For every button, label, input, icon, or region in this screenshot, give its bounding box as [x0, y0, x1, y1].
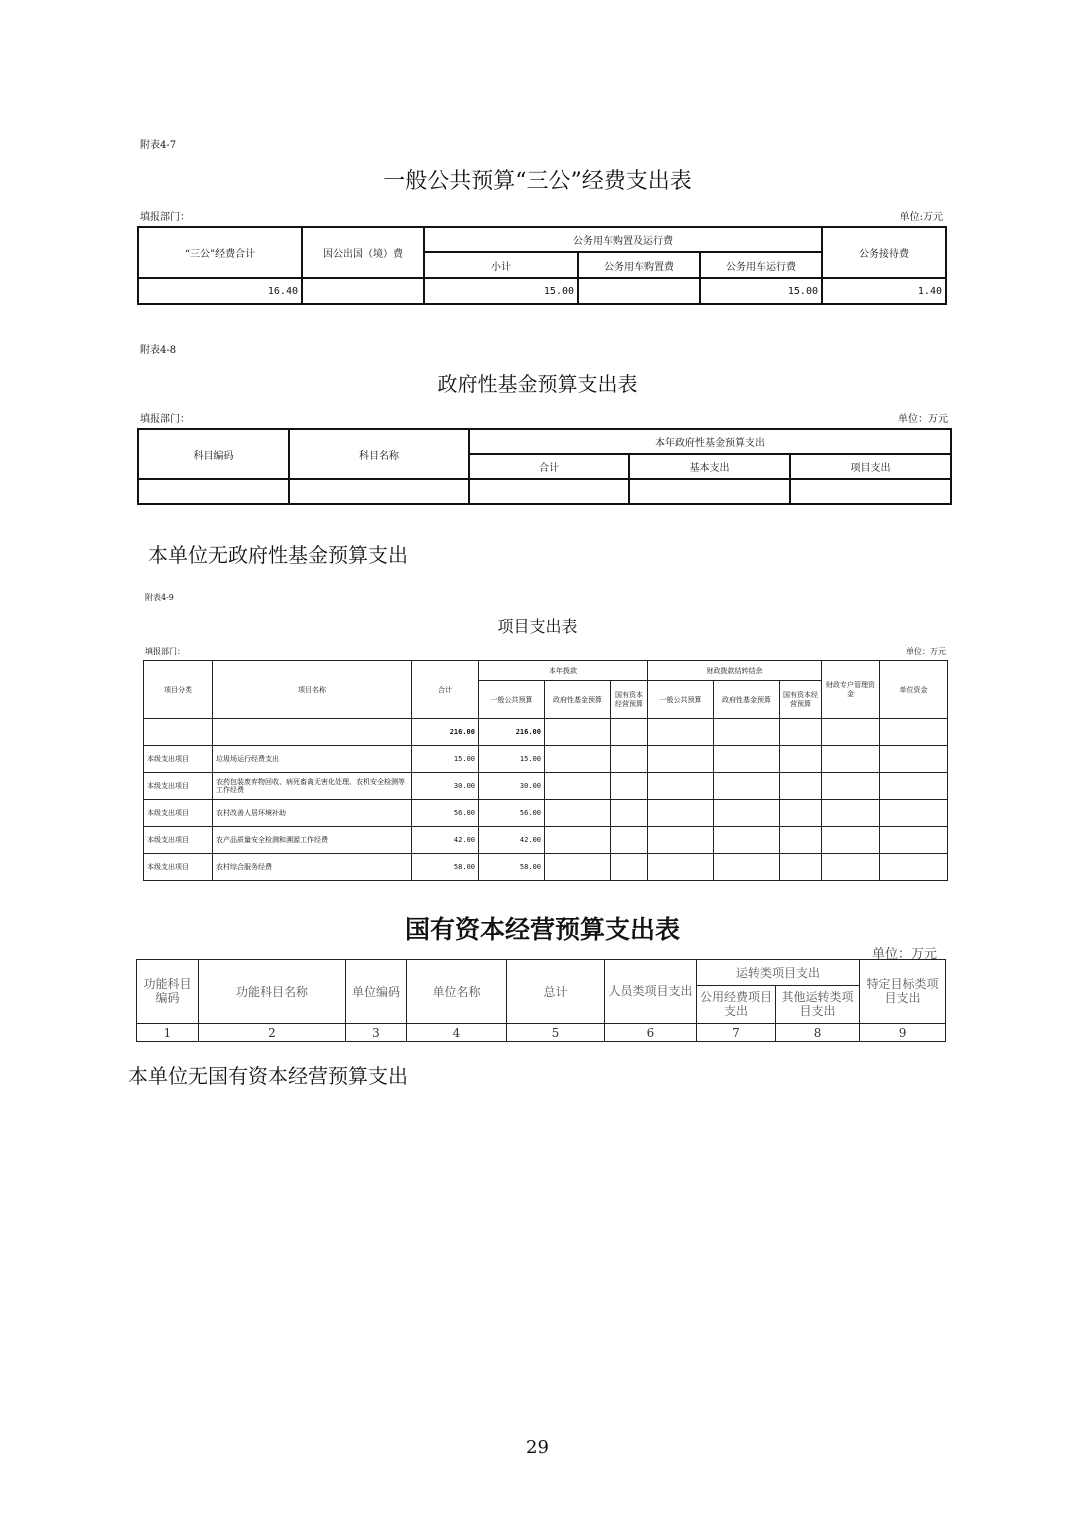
- hdr-public: 公用经费项目支出: [697, 986, 776, 1024]
- cell-general: 58.00: [479, 854, 545, 881]
- table-row-total: [144, 719, 948, 746]
- table-row: [144, 800, 948, 827]
- hdr-fund2: 政府性基金预算: [714, 681, 780, 719]
- table-row: [144, 854, 948, 881]
- three-public-table: [137, 226, 947, 305]
- hdr-unit-funds: 单位资金: [880, 661, 948, 719]
- hdr-current-group: 本年拨款: [479, 661, 648, 681]
- cell-reception: 1.40: [822, 278, 946, 304]
- hdr-fund: 政府性基金预算: [545, 681, 611, 719]
- cell-total: 58.00: [412, 854, 479, 881]
- hdr-unit-code: 单位编码: [346, 960, 407, 1024]
- hdr-general: 一般公共预算: [479, 681, 545, 719]
- cell-name: 农村综合服务经费: [213, 854, 412, 881]
- cell-category: 本级支出项目: [144, 746, 213, 773]
- index-cell: 6: [605, 1024, 697, 1042]
- hdr-name: 科目名称: [289, 429, 469, 479]
- cell-total: 216.00: [412, 719, 479, 746]
- unit-label: 单位：万元: [871, 947, 937, 962]
- index-cell: 3: [346, 1024, 407, 1042]
- cell-general: 56.00: [479, 800, 545, 827]
- hdr-subtotal: 小计: [424, 252, 578, 278]
- table-row: [144, 746, 948, 773]
- cell-subtotal: 15.00: [424, 278, 578, 304]
- hdr-state-capital2: 国有资本经营预算: [780, 681, 822, 719]
- hdr-func-name: 功能科目名称: [199, 960, 346, 1024]
- hdr-transfer-group: 运转类项目支出: [697, 960, 860, 986]
- cell-total: 16.40: [138, 278, 302, 304]
- index-row: [137, 1024, 946, 1042]
- hdr-unit-name: 单位名称: [407, 960, 507, 1024]
- cell-name: 农村改善人居环境补助: [213, 800, 412, 827]
- cell-general: 216.00: [479, 719, 545, 746]
- cell-general: 30.00: [479, 773, 545, 800]
- cell-car-purchase: [578, 278, 700, 304]
- gov-fund-table: [137, 428, 952, 505]
- hdr-car-run: 公务用车运行费: [700, 252, 822, 278]
- page-number: 29: [526, 1437, 549, 1458]
- hdr-basic: 基本支出: [629, 454, 790, 479]
- index-cell: 4: [407, 1024, 507, 1042]
- no-state-capital-note: 本单位无国有资本经营预算支出: [128, 1064, 408, 1088]
- hdr-carryover-group: 财政拨款结转结余: [648, 661, 822, 681]
- hdr-reception: 公务接待费: [822, 227, 946, 278]
- unit-label: 单位：万元: [898, 414, 948, 425]
- table-row: [138, 278, 946, 304]
- dept-label: 填报部门：: [140, 212, 190, 223]
- appendix-label-4-8: 附表4-8: [140, 345, 177, 356]
- cell-category: 本级支出项目: [144, 773, 213, 800]
- hdr-func-code: 功能科目编码: [137, 960, 199, 1024]
- hdr-name: 项目名称: [213, 661, 412, 719]
- dept-label: 填报部门：: [140, 414, 190, 425]
- hdr-specific: 特定目标类项目支出: [860, 960, 946, 1024]
- table-title-three-public: 一般公共预算“三公”经费支出表: [383, 169, 692, 194]
- table-row: [144, 773, 948, 800]
- table-title-state-capital: 国有资本经营预算支出表: [404, 915, 680, 944]
- index-cell: 8: [776, 1024, 860, 1042]
- cell-abroad: [302, 278, 424, 304]
- table-title-project: 项目支出表: [497, 617, 578, 636]
- cell-total: 42.00: [412, 827, 479, 854]
- hdr-car-purchase: 公务用车购置费: [578, 252, 700, 278]
- index-cell: 2: [199, 1024, 346, 1042]
- hdr-total: 总计: [507, 960, 605, 1024]
- cell-category: 本级支出项目: [144, 854, 213, 881]
- cell-name: 农产品质量安全检测和溯源工作经费: [213, 827, 412, 854]
- hdr-category: 项目分类: [144, 661, 213, 719]
- hdr-state-capital: 国有资本经营预算: [611, 681, 648, 719]
- no-gov-fund-note: 本单位无政府性基金预算支出: [148, 543, 408, 567]
- unit-label: 单位：万元: [906, 647, 946, 656]
- cell-general: 15.00: [479, 746, 545, 773]
- appendix-label-4-9: 附表4-9: [145, 593, 174, 602]
- cell-general: 42.00: [479, 827, 545, 854]
- index-cell: 1: [137, 1024, 199, 1042]
- cell-total: 30.00: [412, 773, 479, 800]
- table-row: [138, 479, 951, 504]
- hdr-car-group: 公务用车购置及运行费: [424, 227, 822, 252]
- table-row: [144, 827, 948, 854]
- hdr-code: 科目编码: [138, 429, 289, 479]
- cell-total: 15.00: [412, 746, 479, 773]
- hdr-project: 项目支出: [790, 454, 951, 479]
- hdr-general2: 一般公共预算: [648, 681, 714, 719]
- hdr-total: “三公”经费合计: [138, 227, 302, 278]
- cell-name: 农药包装废弃物回收、病死畜禽无害化处理、农机安全检测等工作经费: [213, 773, 412, 800]
- cell-category: 本级支出项目: [144, 827, 213, 854]
- unit-label: 单位:万元: [899, 212, 943, 223]
- cell-name: 垃圾场运行经费支出: [213, 746, 412, 773]
- hdr-other-transfer: 其他运转类项目支出: [776, 986, 860, 1024]
- hdr-group: 本年政府性基金预算支出: [469, 429, 951, 454]
- hdr-total: 合计: [469, 454, 629, 479]
- index-cell: 5: [507, 1024, 605, 1042]
- cell-car-run: 15.00: [700, 278, 822, 304]
- state-capital-table: [136, 959, 946, 1042]
- index-cell: 9: [860, 1024, 946, 1042]
- appendix-label-4-7: 附表4-7: [140, 140, 177, 151]
- dept-label: 填报部门：: [145, 647, 185, 656]
- hdr-personnel: 人员类项目支出: [605, 960, 697, 1024]
- project-expenditure-table: [143, 660, 948, 881]
- hdr-special: 财政专户管理资金: [822, 661, 880, 719]
- table-title-gov-fund: 政府性基金预算支出表: [437, 372, 638, 396]
- index-cell: 7: [697, 1024, 776, 1042]
- hdr-abroad: 因公出国（境）费: [302, 227, 424, 278]
- cell-total: 56.00: [412, 800, 479, 827]
- hdr-total: 合计: [412, 661, 479, 719]
- cell-category: 本级支出项目: [144, 800, 213, 827]
